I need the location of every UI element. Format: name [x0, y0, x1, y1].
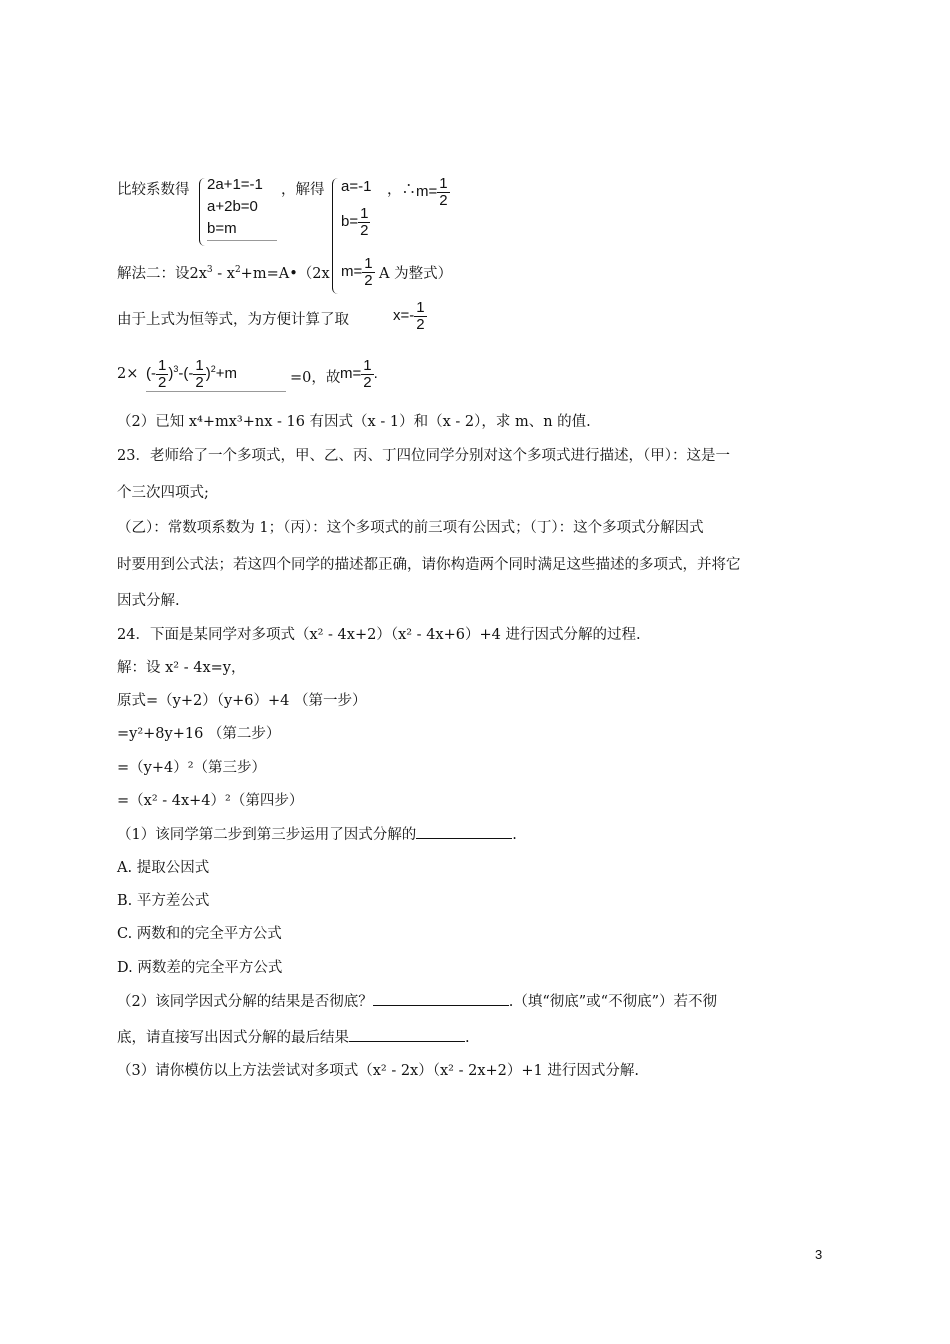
q22-part2: （2）已知 x⁴+mx³+nx - 16 有因式（x - 1）和（x - 2），求 m、n 的值.: [117, 414, 591, 430]
calc-m-den: 2: [363, 373, 372, 391]
system1-eq2: a+2b=0: [207, 198, 258, 215]
q24-part2b-end: .: [465, 1030, 470, 1046]
method-two-line: [117, 262, 330, 283]
identity-text: 由于上式为恒等式，为方便计算了取: [117, 312, 349, 328]
q24-part2b-text: 底，请直接写出因式分解的最后结果: [117, 1030, 349, 1046]
compare-coefficients-lead: 比较系数得: [117, 182, 190, 198]
q24-part1-text: （1）该同学第二步到第三步运用了因式分解的: [117, 827, 417, 843]
system2-eq-m: [341, 256, 375, 289]
q24-step1: 原式=（y+2）（y+6）+4 （第一步）: [117, 693, 367, 709]
method-two-b: - x: [212, 266, 235, 282]
q24-option-d: D. 两数差的完全平方公式: [117, 960, 283, 976]
q23-line4: 时要用到公式法；若这四个同学的描述都正确，请你构造两个同时满足这些描述的多项式，并将它: [117, 557, 741, 573]
calc-expression: [146, 358, 286, 392]
identity-x-num: 1: [416, 299, 425, 316]
calc-tail: =0，故: [290, 370, 341, 386]
system2-b-den: 2: [360, 221, 369, 239]
method-two-c: +m=A•（2x: [240, 266, 330, 282]
calc-m-num: 1: [363, 357, 372, 374]
q24-part2-blank2[interactable]: [349, 1027, 465, 1042]
system2-b-lhs: b=: [341, 213, 359, 231]
therefore-result: [416, 176, 450, 209]
q24-step0: 解：设 x² - 4x=y，: [117, 660, 246, 676]
system2-eq-a: a=-1: [341, 178, 372, 195]
system2-b-num: 1: [360, 205, 369, 222]
method-two-tail: A 为整式）: [379, 266, 453, 282]
calc-prefix: 2×: [117, 366, 139, 382]
system1-brace: [199, 178, 206, 246]
q24-option-c: C. 两数和的完全平方公式: [117, 926, 282, 942]
system2-brace: [332, 178, 339, 294]
system2: [341, 176, 371, 198]
system2-m-num: 1: [364, 255, 373, 272]
method-two-sup3: 3: [206, 265, 213, 275]
calc-result: [340, 358, 378, 391]
calc-end: .: [373, 365, 378, 383]
calc-e: +m: [215, 365, 237, 383]
identity-x-value: [393, 300, 427, 333]
calc-m-lhs: m=: [340, 365, 362, 383]
q24-part2-end: .（填“彻底”或“不彻底”）若不彻: [508, 994, 717, 1010]
solve-label: ，解得: [281, 182, 325, 198]
calc-f1-den: 2: [158, 373, 167, 391]
therefore-m-lhs: m=: [416, 183, 438, 201]
q24-part3: （3）请你模仿以上方法尝试对多项式（x² - 2x）（x² - 2x+2）+1 进行因式分解.: [117, 1063, 639, 1079]
q24-part1: [117, 823, 517, 844]
calc-c: -(-: [178, 365, 194, 383]
page-number: 3: [815, 1247, 823, 1262]
calc-a: (-: [146, 365, 156, 383]
calc-f2-den: 2: [195, 373, 204, 391]
method-two-a: 解法二：设2x: [117, 266, 207, 282]
q23-line2: 个三次四项式;: [117, 485, 209, 501]
method-two-sup2: 2: [234, 265, 241, 275]
calc-sup2: 2: [210, 364, 216, 375]
calc-b: ): [168, 365, 174, 383]
therefore-m-den: 2: [439, 191, 448, 209]
calc-f1-num: 1: [158, 357, 167, 374]
system2-m-den: 2: [364, 271, 373, 289]
q24-step2: =y²+8y+16 （第二步）: [117, 726, 281, 742]
q24-part2-blank1[interactable]: [373, 991, 509, 1006]
q24-option-a: A. 提取公因式: [117, 860, 210, 876]
system1: [207, 174, 277, 241]
q24-option-b: B. 平方差公式: [117, 893, 210, 909]
identity-x-lhs: x=-: [393, 307, 415, 325]
therefore-m-num: 1: [439, 175, 448, 192]
system1-eq3: b=m: [207, 220, 237, 237]
system1-eq1: 2a+1=-1: [207, 176, 263, 193]
q23-line1: 23．老师给了一个多项式，甲、乙、丙、丁四位同学分别对这个多项式进行描述，（甲）：这是一: [117, 448, 730, 464]
identity-x-den: 2: [416, 315, 425, 333]
q24-part1-end: .: [512, 827, 517, 843]
q24-title: 24．下面是某同学对多项式（x² - 4x+2）（x² - 4x+6）+4 进行因式分解的过程.: [117, 627, 641, 643]
q24-step3: =（y+4）²（第三步）: [117, 760, 267, 776]
calc-f2-num: 1: [195, 357, 204, 374]
q24-part2-text: （2）该同学因式分解的结果是否彻底？: [117, 994, 373, 1010]
system2-eq-b: [341, 206, 370, 239]
therefore-symbol: ，∴: [387, 182, 416, 198]
calc-d: ): [205, 365, 211, 383]
q23-line3: （乙）：常数项系数为 1；（丙）：这个多项式的前三项有公因式；（丁）：这个多项式分解因式: [117, 520, 704, 536]
calc-sup3: 3: [173, 364, 179, 375]
q24-part1-blank[interactable]: [416, 824, 512, 839]
q24-part2-line2: [117, 1026, 470, 1047]
system2-m-lhs: m=: [341, 263, 363, 281]
q24-part2-line1: [117, 990, 717, 1011]
q24-step4: =（x² - 4x+4）²（第四步）: [117, 793, 304, 809]
q23-line5: 因式分解.: [117, 593, 180, 609]
